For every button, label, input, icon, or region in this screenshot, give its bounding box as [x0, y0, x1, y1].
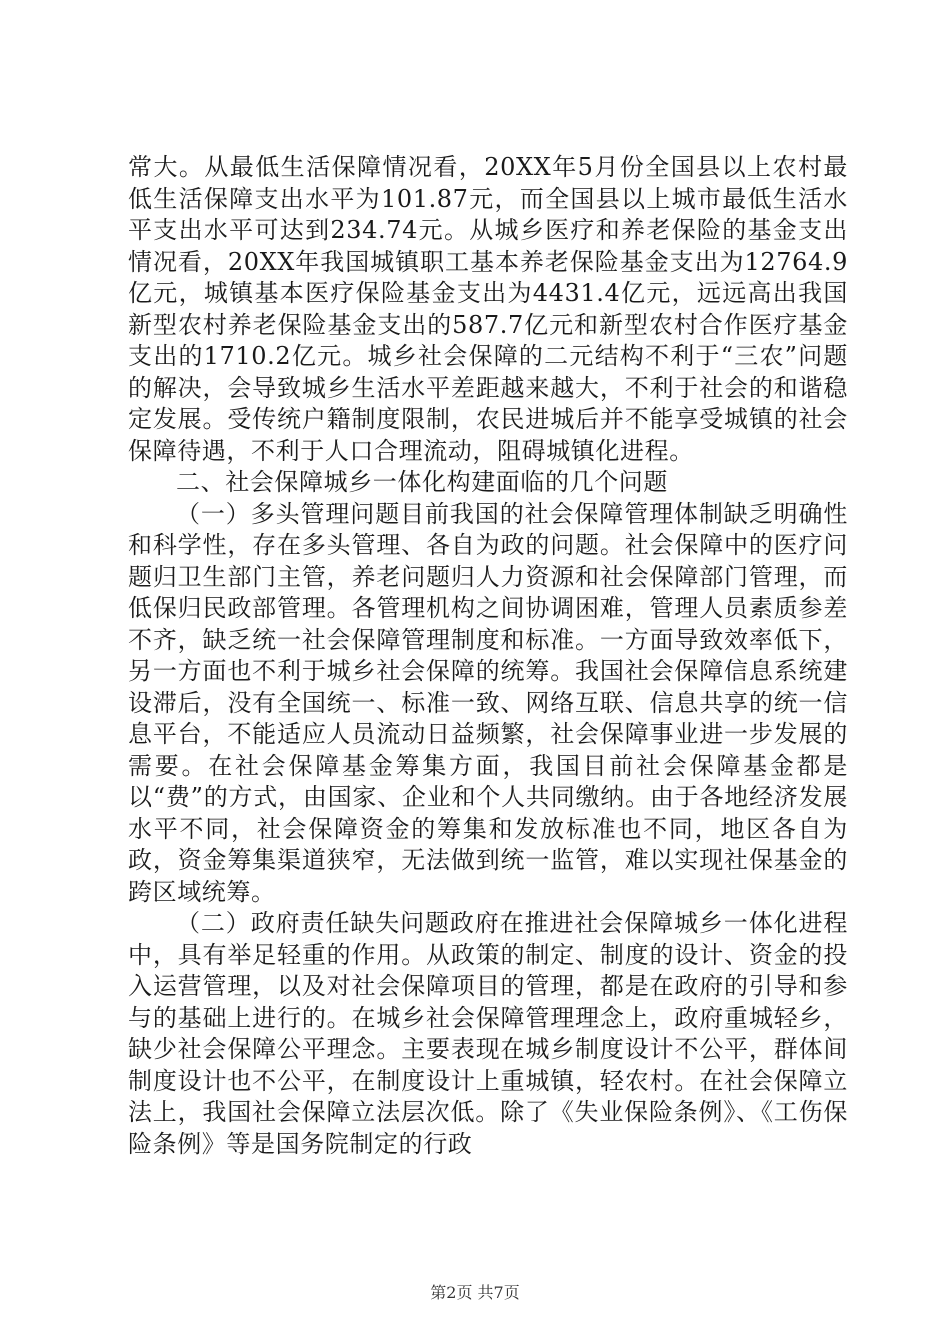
document-body — [128, 152, 848, 1160]
paragraph-continuation: 常大。从最低生活保障情况看，20XX年5月份全国县以上农村最低生活保障支出水平为101.87元，而全国县以上城市最低生活水平支出水平可达到234.74元。从城乡医疗和养老保险的基金支出情况看，20XX年我国城镇职工基本养老保险基金支出为12764.9亿元，城镇基本医疗保险基金支出为4431.4亿元，远远高出我国新型农村养老保险基金支出的587.7亿元和新型农村合作医疗基金支出的1710.2亿元。城乡社会保障的二元结构不利于“三农”问题的解决，会导致城乡生活水平差距越来越大，不利于社会的和谐稳定发展。受传统户籍制度限制，农民进城后并不能享受城镇的社会保障待遇，不利于人口合理流动，阻碍城镇化进程。 — [128, 153, 848, 465]
subsection-paragraph-2: （二）政府责任缺失问题政府在推进社会保障城乡一体化进程中，具有举足轻重的作用。从政策的制定、制度的设计、资金的投入运营管理，以及对社会保障项目的管理，都是在政府的引导和参与的基础上进行的。在城乡社会保障管理理念上，政府重城轻乡，缺少社会保障公平理念。主要表现在城乡制度设计不公平，群体间制度设计也不公平，在制度设计上重城镇，轻农村。在社会保障立法上，我国社会保障立法层次低。除了《失业保险条例》、《工伤保险条例》等是国务院制定的行政 — [128, 909, 848, 1158]
subsection-paragraph-1: （一）多头管理问题目前我国的社会保障管理体制缺乏明确性和科学性，存在多头管理、各自为政的问题。社会保障中的医疗问题归卫生部门主管，养老问题归人力资源和社会保障部门管理，而低保归民政部管理。各管理机构之间协调困难，管理人员素质参差不齐，缺乏统一社会保障管理制度和标准。一方面导致效率低下，另一方面也不利于城乡社会保障的统筹。我国社会保障信息系统建设滞后，没有全国统一、标准一致、网络互联、信息共享的统一信息平台，不能适应人员流动日益频繁，社会保障事业进一步发展的需要。在社会保障基金筹集方面，我国目前社会保障基金都是以“费”的方式，由国家、企业和个人共同缴纳。由于各地经济发展水平不同，社会保障资金的筹集和发放标准也不同，地区各自为政，资金筹集渠道狭窄，无法做到统一监管，难以实现社保基金的跨区域统筹。 — [128, 499, 848, 906]
page-footer: 第2页 共7页 — [430, 1283, 520, 1302]
section-heading: 二、社会保障城乡一体化构建面临的几个问题 — [176, 468, 668, 496]
